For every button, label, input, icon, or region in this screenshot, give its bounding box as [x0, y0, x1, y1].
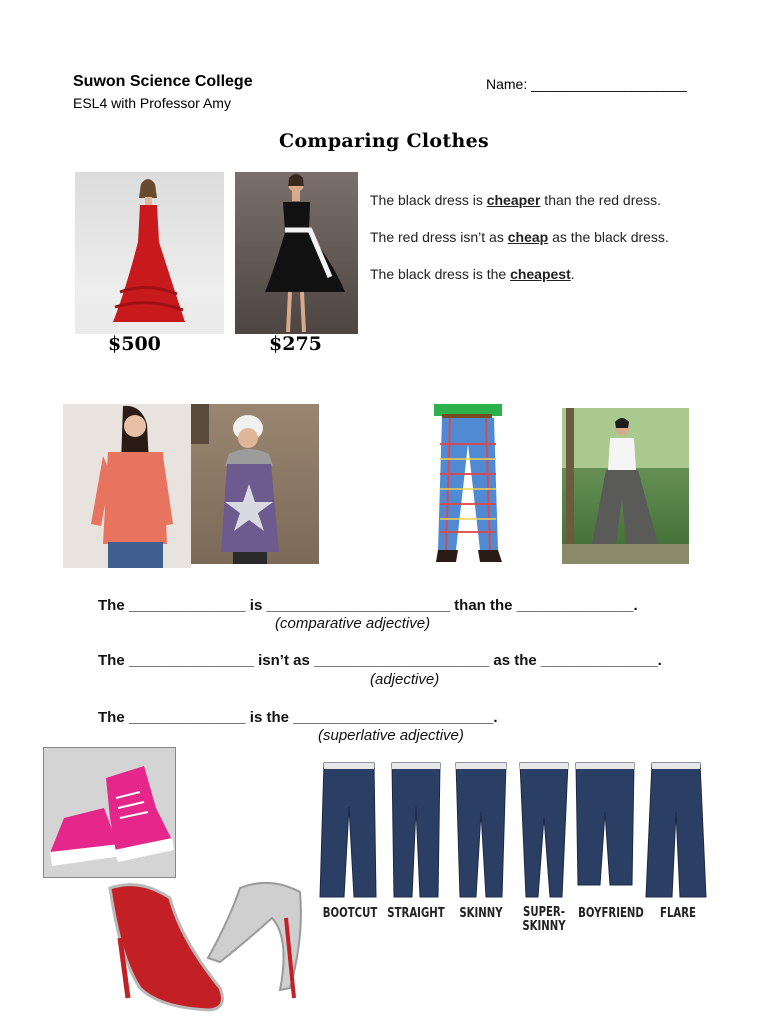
page-title: Comparing Clothes — [279, 130, 489, 152]
red-heels-photo — [100, 878, 310, 1024]
star-sweater-photo — [191, 404, 319, 564]
hint-comparative-adjective: (comparative adjective) — [275, 615, 431, 632]
jeans-styles-panel — [318, 757, 710, 947]
pink-sneakers-photo — [43, 747, 176, 878]
jeans-label-flare: FLARE — [660, 906, 696, 921]
red-dress-photo — [75, 172, 224, 334]
pink-sweater-photo — [63, 404, 191, 568]
jeans-illustrations — [318, 757, 710, 907]
black-dress-photo — [235, 172, 358, 334]
red-dress-price: $500 — [108, 333, 161, 355]
jeans-label-straight: STRAIGHT — [387, 906, 445, 921]
jeans-label-super-skinny: SUPER- SKINNY — [522, 905, 566, 934]
college-name: Suwon Science College — [73, 73, 253, 90]
wide-leg-pants-photo — [562, 408, 689, 564]
black-dress-price: $275 — [269, 333, 322, 355]
hint-adjective: (adjective) — [370, 671, 440, 688]
name-field-label: Name: ____________________ — [486, 76, 687, 92]
example-sentence-comparative: The black dress is cheaper than the red dress. — [370, 192, 662, 208]
plaid-pants-photo — [430, 404, 506, 566]
exercise-line-superlative: The ______________ is the ________________________. — [98, 709, 498, 726]
example-sentence-equality: The red dress isn’t as cheap as the black dress. — [370, 229, 669, 245]
example-sentence-superlative: The black dress is the cheapest. — [370, 266, 575, 282]
jeans-label-skinny: SKINNY — [459, 906, 503, 921]
exercise-line-equality: The _______________ isn’t as _____________________ as the ______________. — [98, 652, 662, 669]
course-name: ESL4 with Professor Amy — [73, 95, 231, 111]
jeans-label-bootcut: BOOTCUT — [322, 906, 378, 921]
hint-superlative-adjective: (superlative adjective) — [318, 727, 464, 744]
jeans-label-boyfriend: BOYFRIEND — [578, 906, 644, 921]
exercise-line-comparative: The ______________ is ______________________ than the ______________. — [98, 597, 638, 614]
